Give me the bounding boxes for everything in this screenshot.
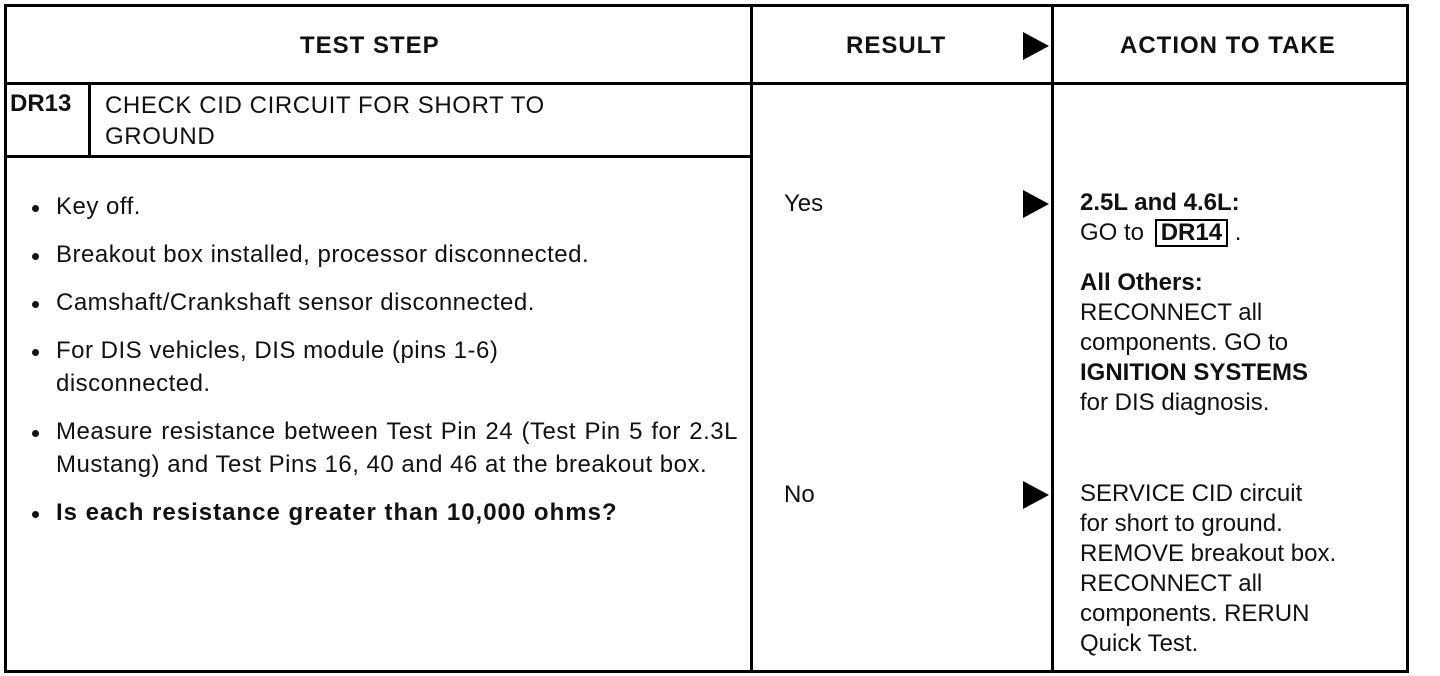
yes-arrow-icon: [1023, 190, 1049, 218]
question-item: Is each resistance greater than 10,000 ohms?: [28, 496, 738, 529]
step-id-divider: [88, 84, 91, 157]
no-arrow-icon: [1023, 481, 1049, 509]
header-result: RESULT: [846, 32, 947, 59]
step-id: DR13: [10, 90, 72, 117]
header-divider: [4, 82, 1409, 85]
list-item: Camshaft/Crankshaft sensor disconnected.: [28, 286, 738, 319]
list-item: For DIS vehicles, DIS module (pins 1-6) disconnected.: [28, 334, 616, 400]
header-test-step: TEST STEP: [300, 32, 440, 59]
column-divider-2: [1051, 4, 1054, 673]
header-action: ACTION TO TAKE: [1120, 32, 1336, 59]
result-yes: Yes: [784, 190, 824, 217]
result-no: No: [784, 481, 815, 508]
action-no: [1080, 479, 1400, 659]
action-no-line: SERVICE CID circuit: [1080, 480, 1303, 507]
step-title-divider: [4, 155, 753, 158]
action-no-line: components. RERUN: [1080, 600, 1310, 627]
action-yes: [1080, 188, 1400, 418]
step-reference-dr14[interactable]: DR14: [1155, 219, 1228, 247]
list-item: Key off.: [28, 190, 738, 223]
header-arrow-icon: [1023, 32, 1049, 60]
column-divider-1: [750, 4, 753, 673]
instruction-list: [28, 190, 738, 544]
action-no-line: RECONNECT all: [1080, 570, 1263, 597]
step-title: CHECK CID CIRCUIT FOR SHORT TO GROUND: [105, 92, 545, 150]
action-no-line: Quick Test.: [1080, 630, 1199, 657]
action-yes-go: GO to DR14 .: [1080, 219, 1242, 246]
action-others-line: for DIS diagnosis.: [1080, 389, 1270, 416]
action-others-line: RECONNECT all: [1080, 299, 1263, 326]
list-item: Measure resistance between Test Pin 24 (Test Pin 5 for 2.3L Mustang) and Test Pins 16, 40 and 46 at the breakout box.: [28, 415, 738, 481]
action-yes-heading: 2.5L and 4.6L:: [1080, 189, 1240, 216]
list-item: Breakout box installed, processor disconnected.: [28, 238, 738, 271]
action-others-line: components. GO to: [1080, 329, 1289, 356]
action-no-line: for short to ground.: [1080, 510, 1283, 537]
action-others-reference: IGNITION SYSTEMS: [1080, 359, 1309, 386]
action-no-line: REMOVE breakout box.: [1080, 540, 1337, 567]
action-others-heading: All Others:: [1080, 269, 1203, 296]
